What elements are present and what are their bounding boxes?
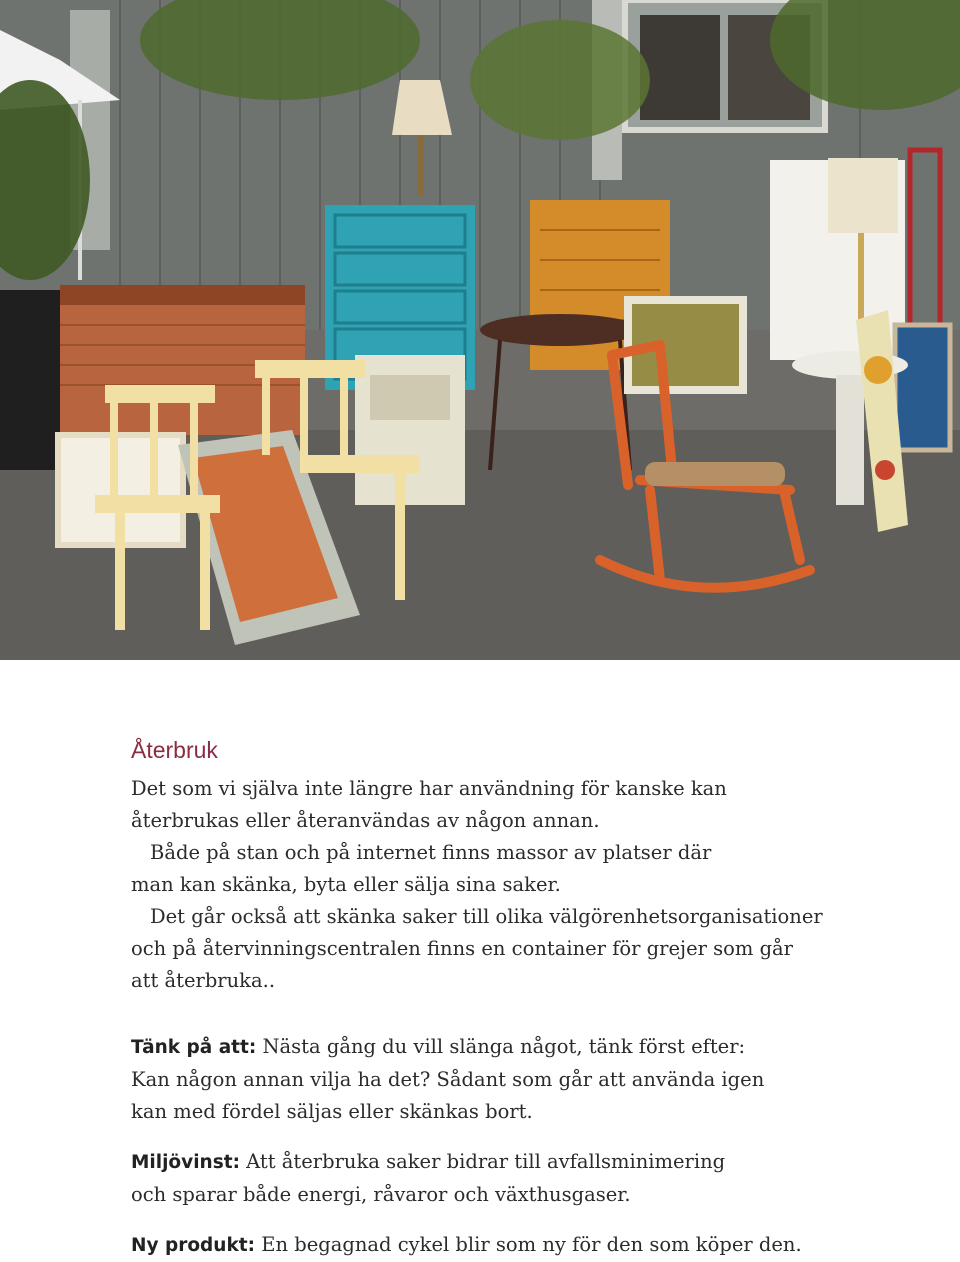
tip-label: Ny produkt: [131,1235,256,1256]
intro-line: Det som vi själva inte längre har användning för kanske kan [131,777,727,800]
intro-line: att återbruka.. [131,969,276,992]
tip-text: och sparar både energi, råvaror och växthusgaser. [131,1183,631,1206]
intro-line: och på återvinningscentralen finns en container för grejer som går [131,937,794,960]
intro-line: Både på stan och på internet finns massor av platser där [150,841,712,864]
tip-new-product [131,1229,931,1262]
tip-label: Tänk på att: [131,1037,257,1058]
section-heading: Återbruk [131,737,218,763]
intro-line: Det går också att skänka saker till olika välgörenhetsorganisationer [150,905,823,928]
intro-paragraph [131,773,931,997]
tip-text: Nästa gång du vill slänga något, tänk först efter: [256,1035,746,1058]
tip-text: Att återbruka saker bidrar till avfallsminimering [239,1150,726,1173]
intro-line: man kan skänka, byta eller sälja sina saker. [131,873,561,896]
tip-label: Miljövinst: [131,1152,240,1173]
tip-text: Kan någon annan vilja ha det? Sådant som går att använda igen [131,1068,765,1091]
tip-environment-gain [131,1146,931,1211]
tip-think-about [131,1031,931,1128]
intro-line: återbrukas eller återanvändas av någon annan. [131,809,600,832]
tip-text: kan med fördel säljas eller skänkas bort. [131,1100,533,1123]
tip-text: En begagnad cykel blir som ny för den som köper den. [255,1233,802,1256]
